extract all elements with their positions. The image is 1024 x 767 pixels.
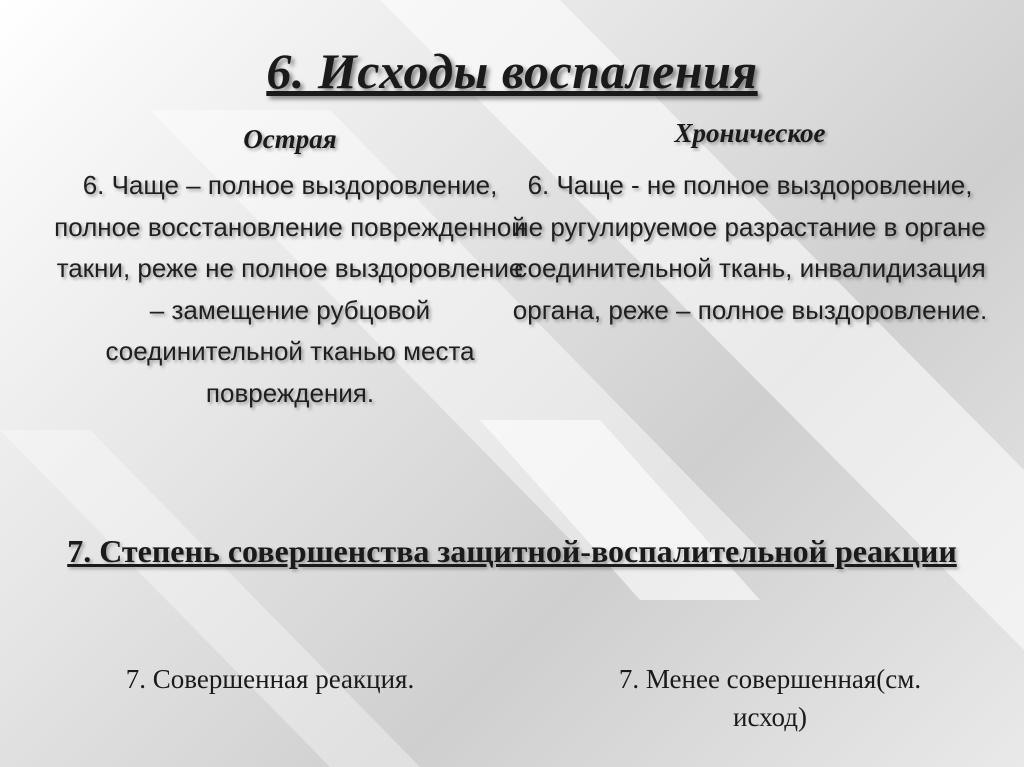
- section-7-heading: 7. Степень совершенства защитной-воспалительной реакции: [67, 533, 957, 569]
- acute-heading: Острая: [243, 124, 337, 154]
- chronic-reaction-text: 7. Менее совершенная(см. исход): [618, 664, 922, 732]
- chronic-heading: Хроническое: [674, 118, 826, 148]
- chronic-outcome-text: 6. Чаще - не полное выздоровление, не ругулируемое разрастание в органе соединительной ткань, инвалидизация органа, реже – полное выздоровление.: [512, 170, 988, 325]
- acute-outcome-text: 6. Чаще – полное выздоровление, полное восстановление поврежденной такни, реже не полное выздоровление – замещение рубцовой соединительной тканью места повреждения.: [54, 170, 526, 408]
- acute-reaction-text: 7. Совершенная реакция.: [125, 664, 415, 694]
- slide-title: 6. Исходы воспаления: [266, 43, 758, 99]
